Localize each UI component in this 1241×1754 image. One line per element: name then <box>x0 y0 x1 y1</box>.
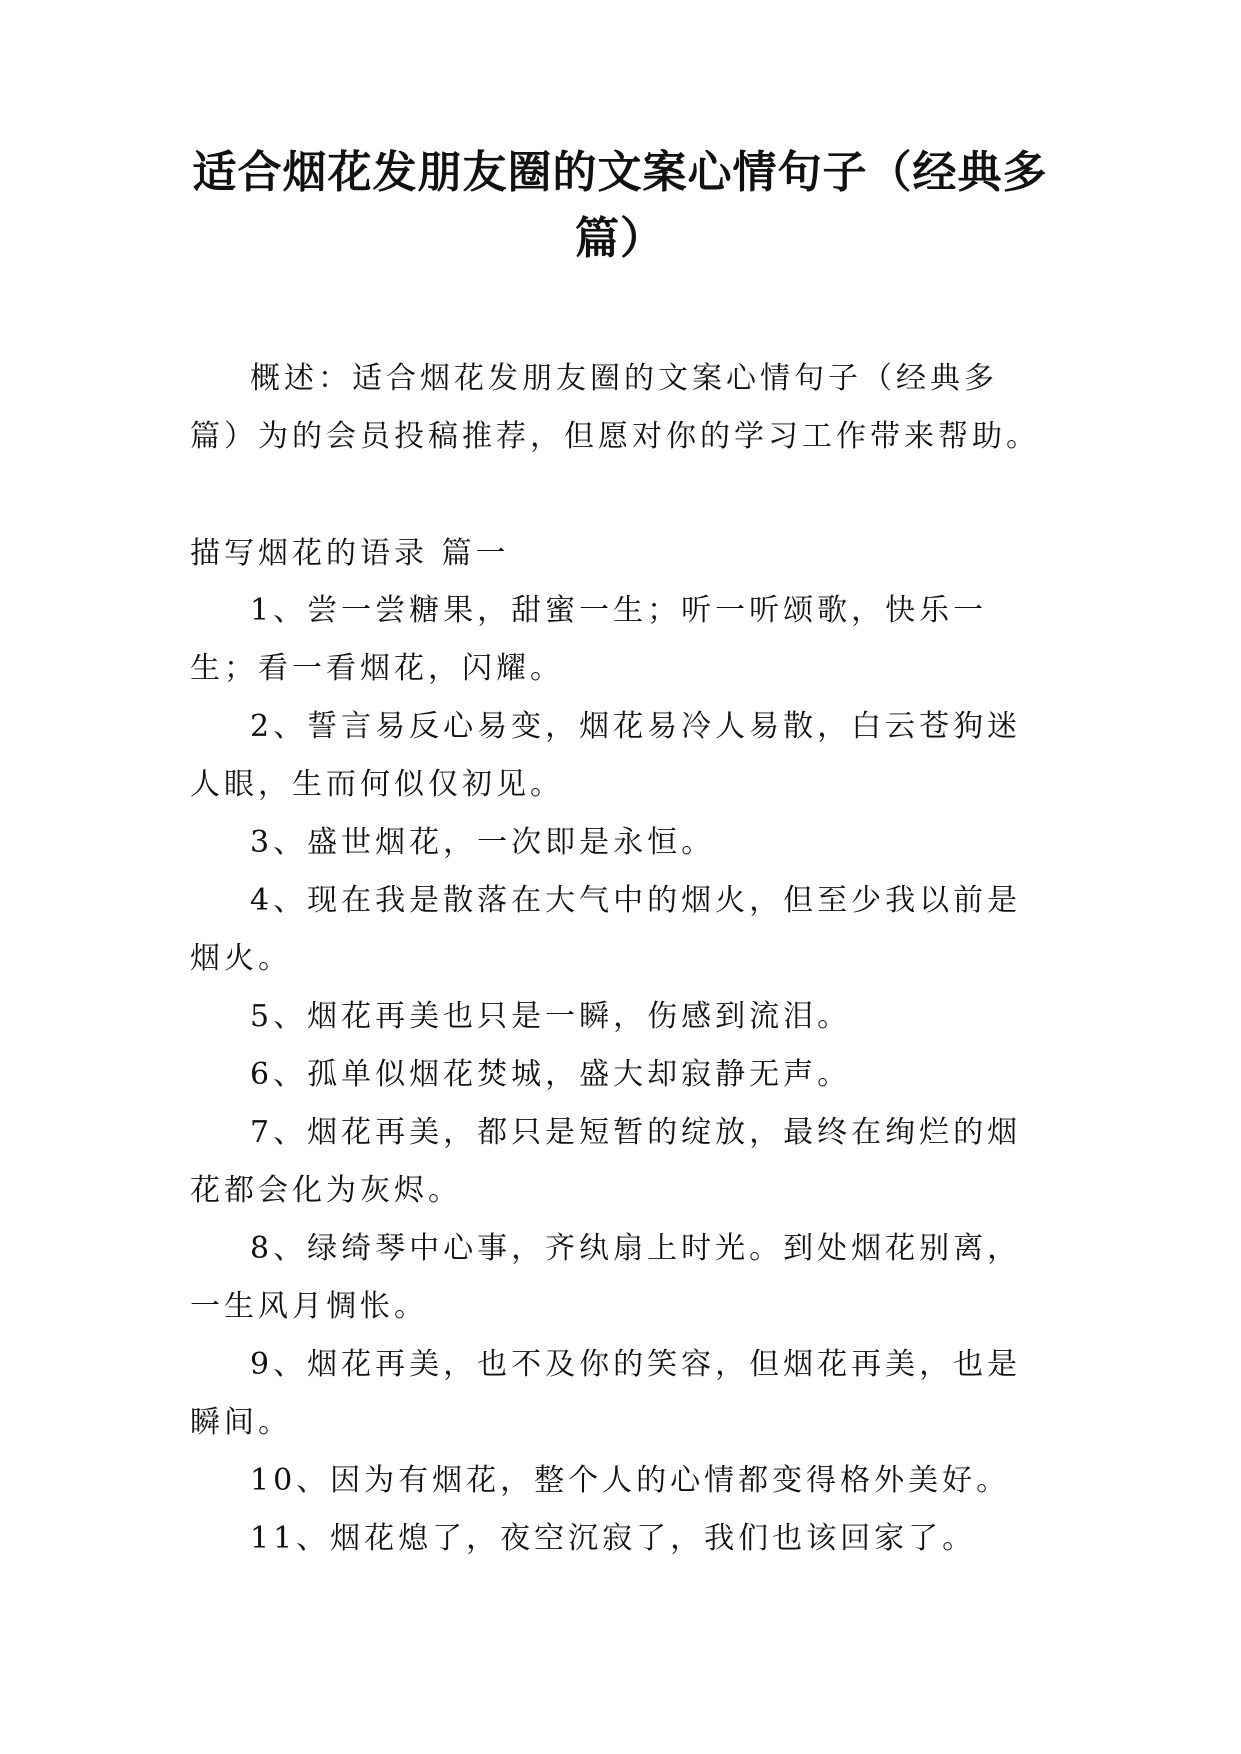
quote-item: 2、誓言易反心易变，烟花易冷人易散，白云苍狗迷人眼，生而何似仅初见。 <box>190 709 1022 802</box>
quote-item: 10、因为有烟花，整个人的心情都变得格外美好。 <box>250 1463 1011 1498</box>
section-heading: 描写烟花的语录 篇一 <box>190 536 510 571</box>
quote-item: 4、现在我是散落在大气中的烟火，但至少我以前是烟火。 <box>190 883 1022 976</box>
quote-item: 9、烟花再美，也不及你的笑容，但烟花再美，也是瞬间。 <box>190 1347 1022 1440</box>
quote-item: 5、烟花再美也只是一瞬，伤感到流泪。 <box>250 999 852 1034</box>
quote-item: 6、孤单似烟花焚城，盛大却寂静无声。 <box>250 1057 852 1092</box>
quote-list <box>190 582 1050 1568</box>
quote-item: 7、烟花再美，都只是短暂的绽放，最终在绚烂的烟花都会化为灰烬。 <box>190 1115 1022 1208</box>
document-summary: 概述：适合烟花发朋友圈的文案心情句子（经典多篇）为的会员投稿推荐，但愿对你的学习工作带来帮助。 <box>190 361 1040 454</box>
quote-item: 11、烟花熄了，夜空沉寂了，我们也该回家了。 <box>250 1521 977 1556</box>
quote-item: 8、绿绮琴中心事，齐纨扇上时光。到处烟花别离，一生风月惆怅。 <box>190 1231 1022 1324</box>
quote-item: 3、盛世烟花，一次即是永恒。 <box>250 825 716 860</box>
document-title: 适合烟花发朋友圈的文案心情句子（经典多篇） <box>192 147 1048 264</box>
quote-item: 1、尝一尝糖果，甜蜜一生；听一听颂歌，快乐一生；看一看烟花，闪耀。 <box>190 593 988 686</box>
